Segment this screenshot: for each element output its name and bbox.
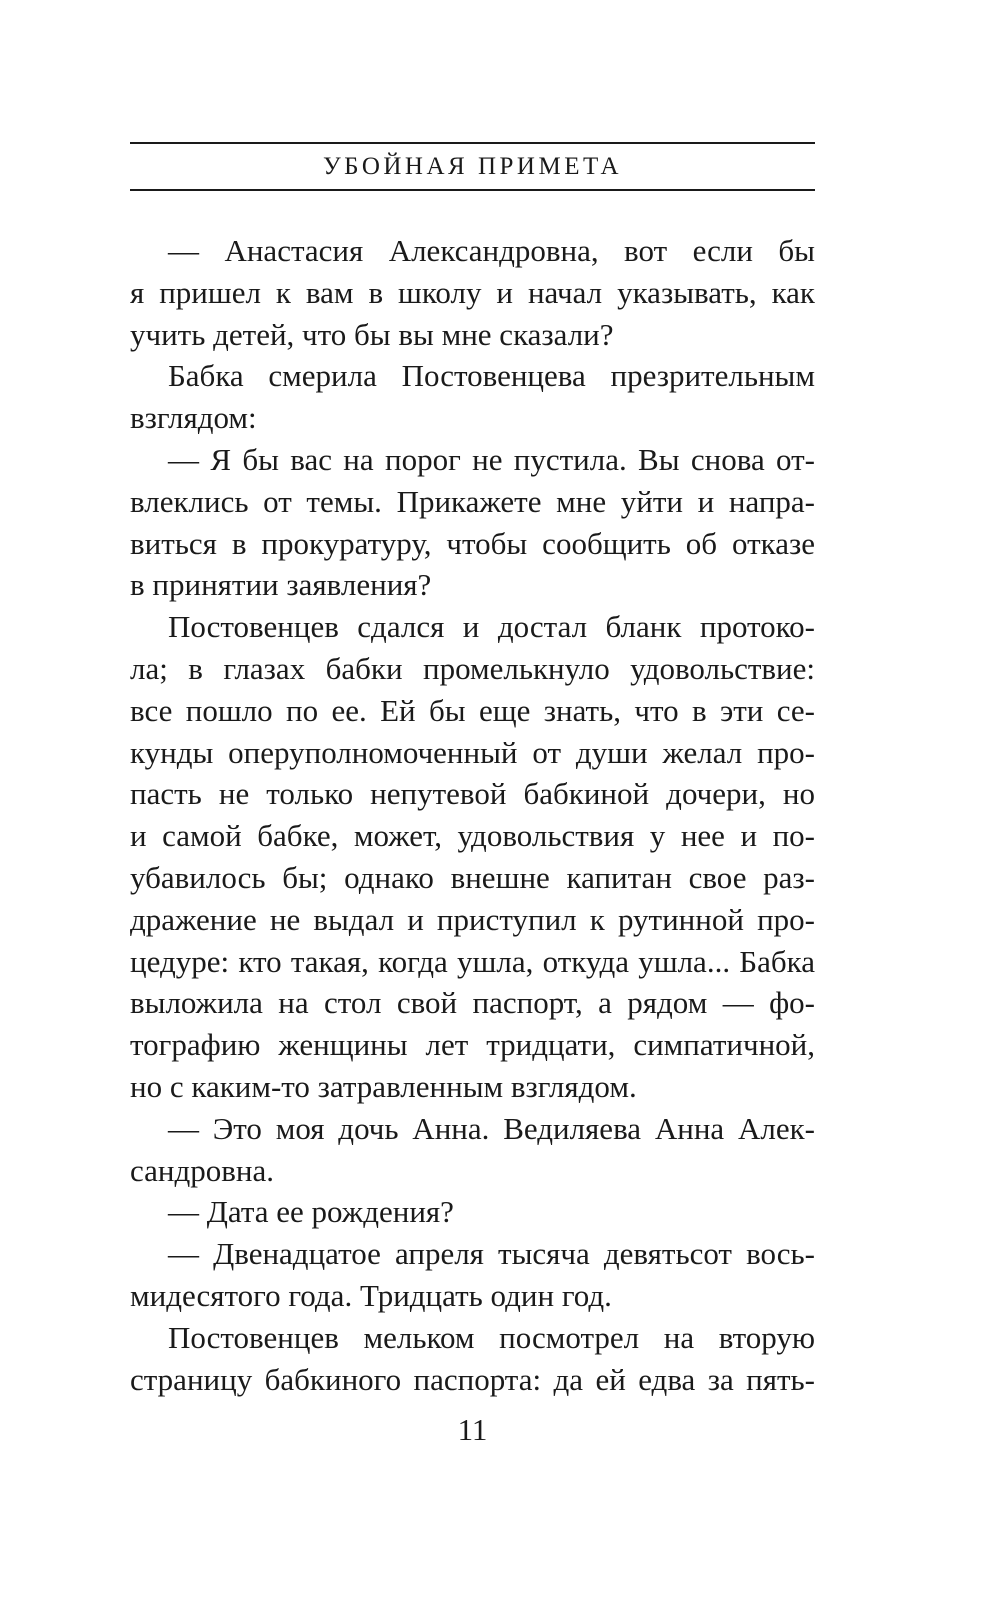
text-line: влеклись от темы. Прикажете мне уйти и напра- xyxy=(130,483,815,519)
text-line: Постовенцев сдался и достал бланк протоко- xyxy=(168,609,815,645)
text-line: мидесятого года. Тридцать один год. xyxy=(130,1277,612,1313)
text-line: сандровна. xyxy=(130,1152,274,1188)
header-rule-bottom xyxy=(130,189,815,191)
text-line: убавилось бы; однако внешне капитан свое раз- xyxy=(130,859,815,895)
text-line: — Анастасия Александровна, вот если бы xyxy=(168,233,815,268)
text-line: цедуре: кто такая, когда ушла, откуда ушла... Бабка xyxy=(130,943,815,979)
text-line: тографию женщины лет тридцати, симпатичной, xyxy=(130,1027,815,1063)
text-line: Бабка смерила Постовенцева презрительным xyxy=(168,358,815,394)
text-line: дражение не выдал и приступил к рутинной про- xyxy=(130,901,815,937)
body-text xyxy=(130,230,815,1400)
text-line: — Я бы вас на порог не пустила. Вы снова от- xyxy=(168,441,815,477)
text-line: пасть не только непутевой бабкиной дочери, но xyxy=(130,776,815,812)
text-line: страницу бабкиного паспорта: да ей едва за пять- xyxy=(130,1361,815,1397)
book-page xyxy=(130,0,815,1615)
text-line: но с каким-то затравленным взглядом. xyxy=(130,1068,637,1104)
page-number: 11 xyxy=(457,1412,488,1447)
text-line: выложила на стол свой паспорт, а рядом — фо- xyxy=(130,985,815,1021)
running-head: УБОЙНАЯ ПРИМЕТА xyxy=(322,153,623,180)
text-line: — Дата ее рождения? xyxy=(168,1194,454,1230)
text-line: Постовенцев мельком посмотрел на вторую xyxy=(168,1319,815,1355)
text-line: все пошло по ее. Ей бы еще знать, что в эти се- xyxy=(130,692,815,728)
text-line: кунды оперуполномоченный от души желал про- xyxy=(130,734,815,770)
text-line: в принятии заявления? xyxy=(130,567,432,603)
header-rule-top xyxy=(130,142,815,144)
text-line: и самой бабке, может, удовольствия у нее и по- xyxy=(130,818,815,854)
text-line: ла; в глазах бабки промелькнуло удовольствие: xyxy=(130,650,815,686)
text-line: виться в прокуратуру, чтобы сообщить об отказе xyxy=(130,525,815,561)
text-line: — Это моя дочь Анна. Ведиляева Анна Алек- xyxy=(168,1110,815,1146)
text-line: — Двенадцатое апреля тысяча девятьсот вось- xyxy=(168,1236,815,1272)
text-line: я пришел к вам в школу и начал указывать, как xyxy=(130,274,815,310)
text-line: взглядом: xyxy=(130,400,257,436)
text-line: учить детей, что бы вы мне сказали? xyxy=(130,316,614,352)
